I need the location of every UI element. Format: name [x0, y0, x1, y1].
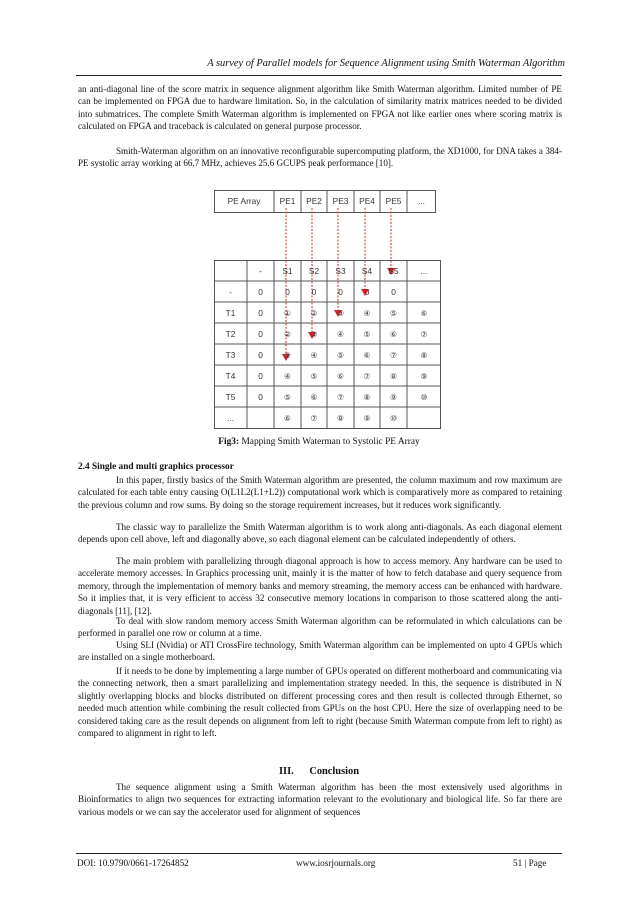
- matrix-cell-r6-c3: ⑥: [310, 393, 318, 402]
- matrix-cell-r4-c7: ⑧: [420, 351, 428, 360]
- matrix-cell-r5-c1: 0: [258, 371, 263, 381]
- matrix-cell-r0-c7: ...: [420, 266, 428, 276]
- paragraph-multi-gpu: If it needs to be done by implementing a large number of GPUs operated on different motherboard and communicating via the connecting network, then a smart parallelizing and implementation strategy needed. In this, the sequence is distributed in N slightly overlapping blocks and blocks distributed on different processing cores and then result is collected through Ethernet, so needed much attention while combining the result collected from GPUs on the host CPU. Here the size of overlapping need to be considered taking care as the result depends on alignment from left to right (because Smith Waterman compute from left to right) as compared to alignment in right to left.: [78, 666, 562, 739]
- matrix-cell-r4-c3: ④: [310, 351, 318, 360]
- pe4-label: PE4: [359, 196, 375, 206]
- matrix-cell-r1-c1: 0: [258, 287, 263, 297]
- matrix-cell-r3-c3: ③: [310, 330, 318, 339]
- matrix-cell-r7-c2: ⑥: [283, 414, 292, 423]
- matrix-cell-r3-c4: ④: [336, 330, 345, 339]
- matrix-cell-r6-c4: ⑦: [336, 393, 345, 402]
- matrix-cell-r1-c3: 0: [311, 287, 317, 297]
- footer-page-number: 51 | Page: [513, 858, 547, 868]
- matrix-cell-r6-c7: ⑩: [420, 393, 428, 402]
- matrix-cell-r1-c7: [407, 282, 441, 303]
- matrix-cell-r5-c4: ⑥: [336, 372, 345, 381]
- matrix-cell-r2-c0: T1: [225, 308, 236, 318]
- figure-caption-text: Mapping Smith Waterman to Systolic PE Array: [239, 437, 420, 447]
- header-rule: [76, 75, 562, 76]
- matrix-cell-r7-c7: [407, 408, 441, 429]
- matrix-cell-r6-c2: ⑤: [283, 393, 292, 402]
- matrix-cell-r5-c3: ⑤: [310, 372, 318, 381]
- matrix-cell-r1-c0: -: [229, 287, 232, 297]
- matrix-cell-r5-c7: ⑨: [420, 372, 428, 381]
- matrix-cell-r0-c1: -: [259, 266, 262, 276]
- matrix-cell-r6-c6: ⑨: [389, 393, 398, 402]
- matrix-cell-r1-c4: 0: [338, 287, 343, 297]
- matrix-cell-r6-c0: T5: [225, 392, 236, 402]
- matrix-cell-r0-c4: S3: [335, 266, 346, 276]
- pe2-label: PE2: [306, 196, 322, 206]
- matrix-cell-r1-c6: 0: [391, 287, 396, 297]
- matrix-cell-r3-c1: 0: [258, 329, 263, 339]
- matrix-cell-r1-c2: 0: [285, 287, 290, 297]
- matrix-cell-r7-c3: ⑦: [310, 414, 318, 423]
- matrix-cell-r6-c1: 0: [258, 392, 263, 402]
- matrix-cell-r7-c6: ⑩: [389, 414, 398, 423]
- matrix-cell-r2-c3: ②: [310, 309, 318, 318]
- conclusion-heading: III. Conclusion: [279, 766, 359, 777]
- matrix-cell-r6-c5: ⑧: [363, 393, 371, 402]
- figure-systolic-mapping: [214, 190, 441, 430]
- matrix-cell-r2-c5: ④: [363, 309, 371, 318]
- pe1-label: PE1: [279, 196, 296, 206]
- matrix-cell-r1-c5: 0: [364, 287, 370, 297]
- matrix-cell-r7-c4: ⑧: [336, 414, 345, 423]
- paragraph-reformulated: To deal with slow random memory access Smith Waterman algorithm can be reformulated in which calculations can be performed in parallel one row or column at a time.: [78, 616, 562, 639]
- matrix-cell-r3-c7: ⑦: [420, 330, 428, 339]
- matrix-cell-r0-c2: S1: [282, 266, 293, 276]
- pe3-label: PE3: [332, 196, 349, 206]
- paragraph-sli: Using SLI (Nvidia) or ATI CrossFire technology, Smith Waterman algorithm can be implemented on upto 4 GPUs which are installed on a single motherboard.: [78, 640, 562, 663]
- pe-more-label: ...: [418, 196, 425, 206]
- matrix-cell-r4-c1: 0: [258, 350, 263, 360]
- section-2-4-heading: 2.4 Single and multi graphics processor: [78, 462, 234, 472]
- matrix-cell-r2-c7: ⑥: [420, 309, 428, 318]
- matrix-cell-r0-c6: S5: [388, 266, 399, 276]
- matrix-cell-r3-c0: T2: [225, 329, 236, 339]
- paragraph-xd1000: Smith-Waterman algorithm on an innovative reconfigurable supercomputing platform, the XD1000, for DNA takes a 384-PE systolic array working at 66.7 MHz, achieves 25.6 GCUPS peak performance [10].: [78, 146, 562, 169]
- footer-rule: [76, 853, 562, 854]
- matrix-cell-r0-c5: S4: [361, 266, 373, 276]
- matrix-cell-r7-c0: ...: [227, 413, 234, 423]
- matrix-cell-r7-c5: ⑨: [363, 414, 371, 423]
- paragraph-fpga: an anti-diagonal line of the score matrix in sequence alignment algorithm like Smith Waterman algorithm. Limited number of PE can be implemented on FPGA due to hardware limitation. So, in the calculation of similarity matrix matrices needed to be divided into submatrices. The complete Smith Waterman algorithm is implemented on FPGA not like earlier ones where scoring matrix is calculated on FPGA and traceback is calculated on general purpose processor.: [78, 84, 562, 132]
- matrix-cell-r4-c5: ⑥: [363, 351, 371, 360]
- matrix-cell-r5-c6: ⑧: [389, 372, 398, 381]
- pe5-label: PE5: [385, 196, 402, 206]
- matrix-cell-r2-c4: ③: [336, 309, 345, 318]
- matrix-cell-r2-c1: 0: [258, 308, 263, 318]
- matrix-cell-r7-c1: [247, 408, 274, 429]
- matrix-cell-r5-c2: ④: [283, 372, 292, 381]
- figure-caption: [0, 437, 638, 447]
- footer-doi: DOI: 10.9790/0661-17264852: [77, 858, 189, 868]
- matrix-cell-r4-c4: ⑤: [336, 351, 345, 360]
- figure-caption-label: Fig3:: [218, 437, 240, 447]
- matrix-cell-r5-c0: T4: [225, 371, 236, 381]
- paragraph-conclusion: The sequence alignment using a Smith Waterman algorithm has been the most extensively used algorithms in Bioinformatics to align two sequences for extracting information relevant to the evolutionary and biological life. So far there are various models or we can say the accelerator used for alignment of sequences: [78, 782, 562, 817]
- matrix-cell-r4-c6: ⑦: [389, 351, 398, 360]
- matrix-cell-r5-c5: ⑦: [363, 372, 371, 381]
- pe-array-label: PE Array: [227, 196, 261, 206]
- running-title: A survey of Parallel models for Sequence Alignment using Smith Waterman Algorithm: [207, 58, 565, 69]
- matrix-cell-r3-c5: ⑤: [363, 330, 371, 339]
- matrix-cell-r4-c0: T3: [225, 350, 236, 360]
- matrix-cell-r4-c2: ③: [283, 351, 292, 360]
- matrix-cell-r3-c6: ⑥: [389, 330, 398, 339]
- matrix-cell-r2-c6: ⑤: [389, 309, 398, 318]
- footer-website: www.iosrjournals.org: [296, 858, 376, 868]
- matrix-cell-r0-c0: [214, 261, 247, 282]
- paragraph-basics: In this paper, firstly basics of the Smith Waterman algorithm are presented, the column maximum and row maximum are calculated for each table entry causing O(L1L2(L1+L2)) computational work which is comparatively more as compared to retaining the previous column and row sums. By doing so the storage requirement increases, but it reduces work significantly.: [78, 475, 562, 510]
- matrix-cell-r0-c3: S2: [308, 266, 320, 276]
- paragraph-memory-access: The main problem with parallelizing through diagonal approach is how to access memory. Any hardware can be used to accelerate memory accesses. In Graphics processing unit, mainly it is the matter of how to fetch database and query sequence from memory, through the implementation of memory banks and memory streaming, the memory access can be enhanced with hardware. So it implies that, it is very efficient to access 32 consecutive memory locations in comparison to those scattered along the anti-diagonals [11], [12].: [78, 556, 562, 616]
- matrix-cell-r3-c2: ②: [283, 330, 292, 339]
- paragraph-anti-diagonals: The classic way to parallelize the Smith Waterman algorithm is to work along anti-diagonals. As each diagonal element depends upon cell above, left and diagonally above, so each diagonal element can be calculated independently of others.: [78, 522, 562, 545]
- matrix-cell-r2-c2: ①: [283, 309, 292, 318]
